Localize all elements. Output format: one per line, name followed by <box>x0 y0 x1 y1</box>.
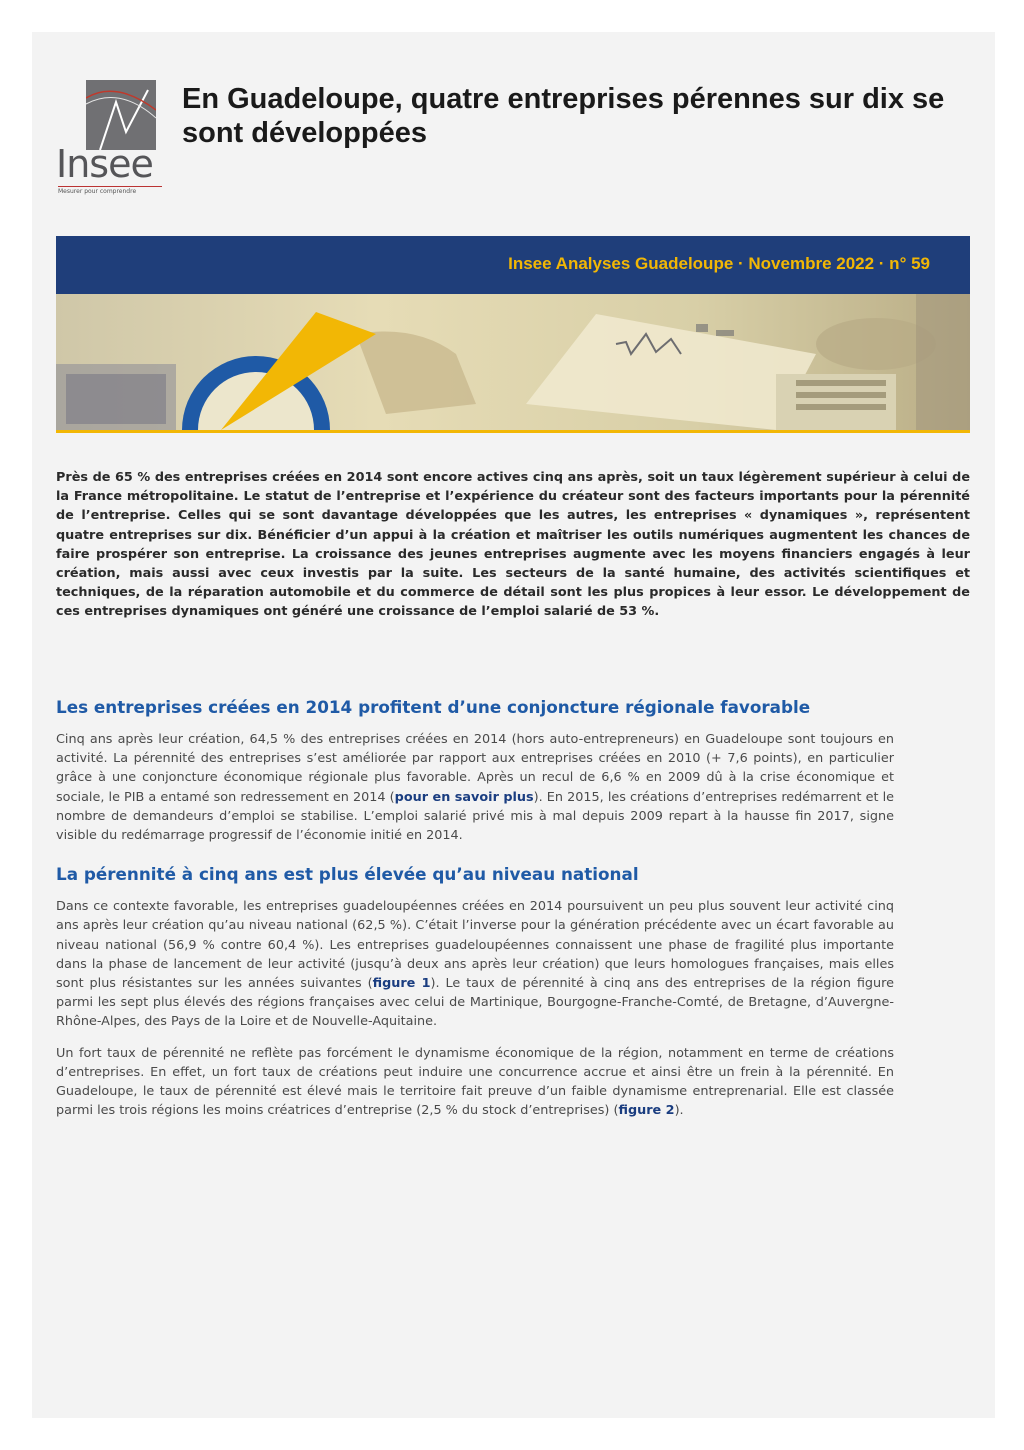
article-body <box>56 696 894 1132</box>
link-figure-2[interactable]: figure 2 <box>618 1103 675 1119</box>
insee-logo <box>56 78 160 228</box>
body-paragraph <box>56 730 894 845</box>
paragraph-text: ). En 2015, les créations d’entreprises redémarrent et le nombre de demandeurs d’emploi se stabilise. L’emploi salarié privé mis à mal depuis 2009 repart à la hausse fin 2017, signe visible du redémarrage progressif de l’économie initié en 2014. <box>56 789 895 844</box>
logo-tagline: Mesurer pour comprendre <box>58 186 162 195</box>
paragraph-text: ). <box>674 1103 684 1119</box>
banner-illustration <box>56 294 970 430</box>
body-paragraph <box>56 1044 894 1121</box>
document-page <box>32 32 995 1418</box>
summary-paragraph: Près de 65 % des entreprises créées en 2014 sont encore actives cinq ans après, soit un taux légèrement supérieur à celui de la France métropolitaine. Le statut de l’entreprise et l’expérience du créateur sont des facteurs importants pour la pérennité de l’entreprise. Celles qui se sont davantage développées que les autres, les entreprises « dynamiques », représentent quatre entreprises sur dix. Bénéficier d’un appui à la création et maîtriser les outils numériques augmentent les chances de faire prospérer son entreprise. La croissance des jeunes entreprises augmente avec les moyens financiers engagés à leur création, mais aussi avec ceux investis par la suite. Les secteurs de la santé humaine, des activités scientifiques et techniques, de la réparation automobile et du commerce de détail sont les plus propices à leur essor. Le développement de ces entreprises dynamiques ont généré une croissance de l’emploi salarié de 53 %. <box>56 470 970 620</box>
publication-reference: Insee Analyses Guadeloupe · Novembre 2022 · n° 59 <box>508 254 930 273</box>
section-heading: La pérennité à cinq ans est plus élevée qu’au niveau national <box>56 864 639 885</box>
section-heading: Les entreprises créées en 2014 profitent d’une conjoncture régionale favorable <box>56 697 811 717</box>
link-figure-1[interactable]: figure 1 <box>372 976 431 992</box>
body-paragraph <box>56 897 894 1031</box>
logo-mark-icon <box>86 80 156 150</box>
paragraph-text: Cinq ans après leur création, 64,5 % des entreprises créées en 2014 (hors auto-entrepreneurs) en Guadeloupe sont toujours en activité. La pérennité des entreprises s’est améliorée par rapport aux entreprises créées en 2010 (+ 7,6 points), en particulier grâce à une conjoncture économique régionale plus favorable. Après un recul de 6,6 % en 2009 dû à la crise économique et sociale, le PIB a entamé son redressement en 2014 ( <box>56 732 894 805</box>
paragraph-text: Dans ce contexte favorable, les entreprises guadeloupéennes créées en 2014 poursuivent un peu plus souvent leur activité cinq ans après leur création qu’au niveau national (62,5 %). C’était l’inverse pour la génération précédente avec un écart favorable au niveau national (56,9 % contre 60,4 %). Les entreprises guadeloupéennes connaissent une phase de fragilité plus importante dans la phase de lancement de leur activité (jusqu’à deux ans après leur création) que leurs homologues françaises, mais elles sont plus résistantes sur les années suivantes ( <box>56 899 894 992</box>
link-pour-en-savoir-plus[interactable]: pour en savoir plus <box>394 789 534 805</box>
header-banner <box>56 236 970 432</box>
logo-wordmark: Insee <box>56 142 153 186</box>
paragraph-text: Un fort taux de pérennité ne reflète pas forcément le dynamisme économique de la région, notamment en terme de créations d’entreprises. En effet, un fort taux de créations peut induire une concurrence accrue et ainsi être un frein à la pérennité. En Guadeloupe, le taux de pérennité est élevé mais le territoire fait preuve d’un faible dynamisme entreprenarial. Elle est classée parmi les trois régions les moins créatrices d’entreprise (2,5 % du stock d’entreprises) ( <box>56 1045 894 1119</box>
page-title: En Guadeloupe, quatre entreprises pérennes sur dix se sont développées <box>182 83 945 149</box>
paragraph-text: ). Le taux de pérennité à cinq ans des entreprises de la région figure parmi les sept plus élevés des régions françaises avec celui de Martinique, Bourgogne-Franche-Comté, de Bretagne, d’Auvergne-Rhône-Alpes, des Pays de la Loire et de Nouvelle-Aquitaine. <box>56 976 894 1030</box>
banner-band <box>56 236 970 294</box>
banner-accent-line <box>56 430 970 433</box>
